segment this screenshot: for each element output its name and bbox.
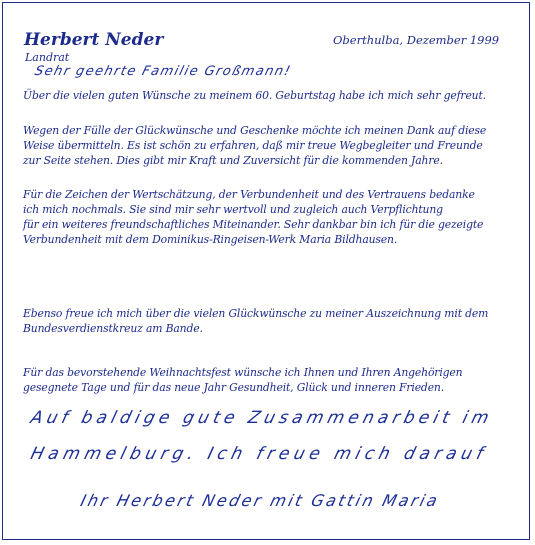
paragraph-2-line-1: Wegen der Fülle der Glückwünsche und Geschenke möchte ich meinen Dank auf diese xyxy=(23,124,487,137)
paragraph-1-line-1: Über die vielen guten Wünsche zu meinem 60. Geburtstag habe ich mich sehr gefreut. xyxy=(23,89,486,102)
paragraph-3-line-3: für ein weiteres freundschaftliches Miteinander. Sehr dankbar bin ich für die gezeigte xyxy=(23,218,484,231)
handwritten-signature: Ihr Herbert Neder mit Gattin Maria xyxy=(78,491,442,510)
handwritten-salutation: Sehr geehrte Familie Großmann! xyxy=(33,64,293,79)
sender-name: Herbert Neder xyxy=(24,30,164,50)
place-and-date: Oberthulba, Dezember 1999 xyxy=(333,33,500,47)
letter-page xyxy=(2,2,530,540)
handwritten-note-line-2: Hammelburg. Ich freue mich darauf xyxy=(28,444,490,464)
paragraph-3-line-2: ich mich nochmals. Sie sind mir sehr wertvoll und zugleich auch Verpflichtung xyxy=(23,203,443,216)
sender-title: Landrat xyxy=(25,51,70,64)
paragraph-5-line-2: gesegnete Tage und für das neue Jahr Gesundheit, Glück und inneren Frieden. xyxy=(23,381,445,394)
paragraph-3-line-1: Für die Zeichen der Wertschätzung, der Verbundenheit und des Vertrauens bedanke xyxy=(23,188,475,201)
paragraph-3-line-4: Verbundenheit mit dem Dominikus-Ringeisen-Werk Maria Bildhausen. xyxy=(23,233,398,246)
paragraph-4-line-1: Ebenso freue ich mich über die vielen Glückwünsche zu meiner Auszeichnung mit dem xyxy=(23,307,489,320)
handwritten-note-line-1: Auf baldige gute Zusammenarbeit im xyxy=(28,408,496,428)
paragraph-5-line-1: Für das bevorstehende Weihnachtsfest wünsche ich Ihnen und Ihren Angehörigen xyxy=(23,366,463,379)
paragraph-2-line-3: zur Seite stehen. Dies gibt mir Kraft und Zuversicht für die kommenden Jahre. xyxy=(23,154,443,167)
paragraph-2-line-2: Weise übermitteln. Es ist schön zu erfahren, daß mir treue Wegbegleiter und Freunde xyxy=(23,139,483,152)
paragraph-4-line-2: Bundesverdienstkreuz am Bande. xyxy=(23,322,203,335)
